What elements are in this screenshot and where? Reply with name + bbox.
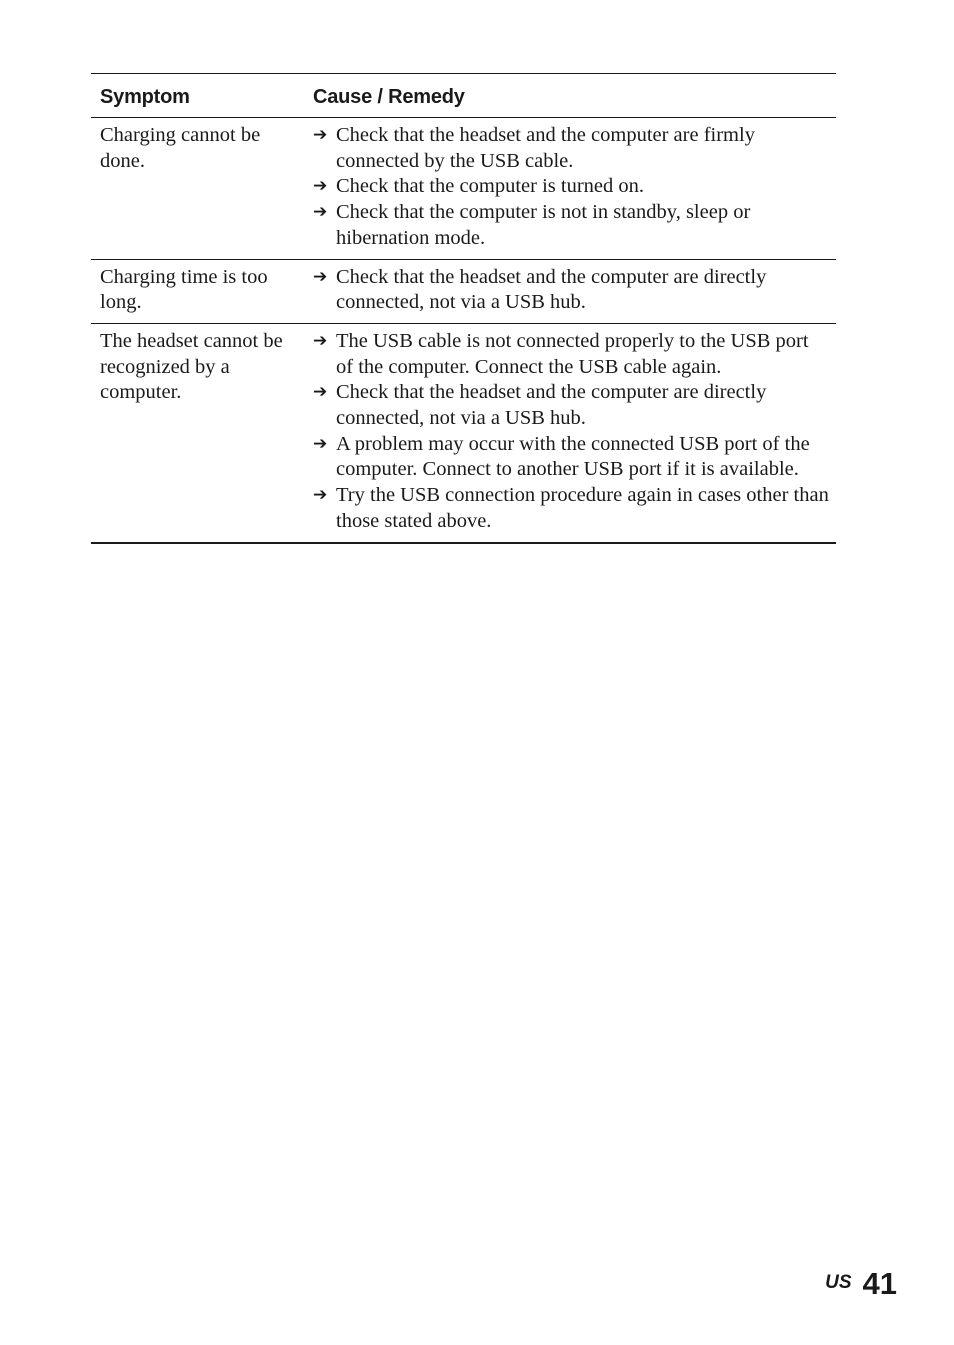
remedy-text: Check that the headset and the computer are firmly connected by the USB cable. [336,124,755,172]
remedy-text: Try the USB connection procedure again in cases other than those stated above. [336,484,829,532]
arrow-right-icon: ➔ [313,176,328,197]
remedy-cell [304,323,836,542]
cause-remedy-header: Cause / Remedy [304,74,836,118]
symptom-cell: The headset cannot be recognized by a computer. [91,323,304,542]
remedy-cell [304,118,836,260]
arrow-right-icon: ➔ [313,485,328,506]
remedy-text: Check that the headset and the computer are directly connected, not via a USB hub. [336,265,767,314]
remedy-text: Check that the computer is turned on. [336,175,644,198]
page-footer [825,1266,897,1302]
symptom-header: Symptom [91,74,304,118]
table-row [91,323,836,542]
remedy-cell [304,259,836,323]
table-row [91,118,836,260]
arrow-right-icon: ➔ [313,433,328,454]
remedy-list [313,329,830,535]
table-row [91,259,836,323]
remedy-text: Check that the headset and the computer are directly connected, not via a USB hub. [336,381,767,430]
remedy-text: The USB cable is not connected properly to the USB port of the computer. Connect the USB cable again. [336,329,809,378]
remedy-item [313,329,830,380]
remedy-item [313,380,830,431]
remedy-item [313,265,830,316]
remedy-text: Check that the computer is not in standby, sleep or hibernation mode. [336,201,751,249]
remedy-list [313,123,830,252]
remedy-item [313,123,830,174]
table-header-row [91,74,836,118]
troubleshooting-table [91,73,836,544]
arrow-right-icon: ➔ [313,125,328,145]
remedy-text: A problem may occur with the connected USB port of the computer. Connect to another USB port if it is available. [336,432,810,481]
arrow-right-icon: ➔ [313,330,328,351]
remedy-item [313,174,830,200]
symptom-cell: Charging time is too long. [91,259,304,323]
arrow-right-icon: ➔ [313,202,328,223]
remedy-item [313,432,830,483]
symptom-cell: Charging cannot be done. [91,118,304,260]
page-number: 41 [862,1266,897,1301]
remedy-item [313,483,830,534]
remedy-item [313,200,830,251]
arrow-right-icon: ➔ [313,382,328,403]
remedy-list [313,265,830,316]
arrow-right-icon: ➔ [313,266,328,287]
locale-code: US [825,1272,852,1293]
